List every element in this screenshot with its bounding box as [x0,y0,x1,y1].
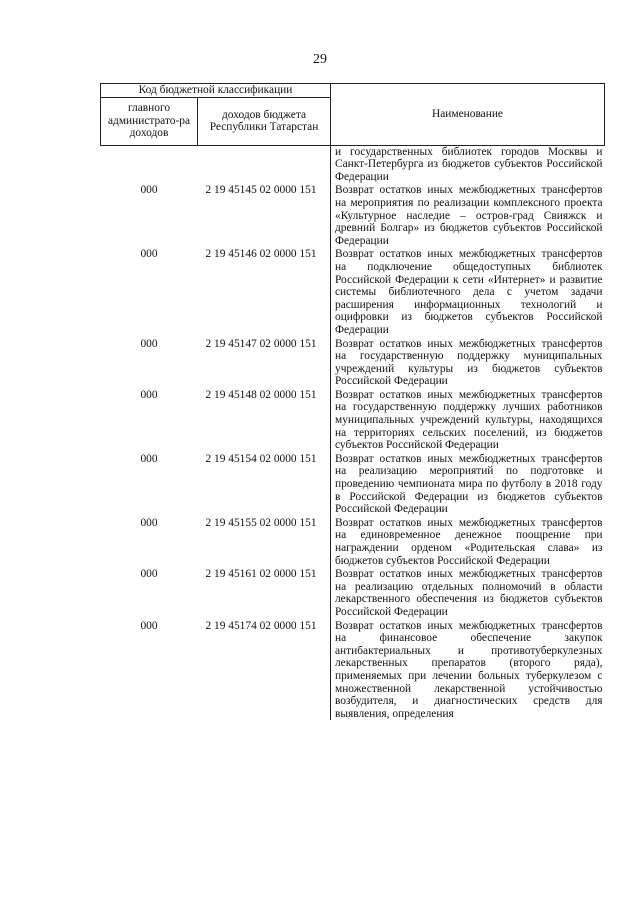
income-code-cell: 2 19 45161 02 0000 151 [205,568,317,581]
admin-code-cell: 000 [140,248,158,261]
header-income-label: доходов бюджета Республики Татарстан [198,97,331,145]
table-row [101,452,605,516]
budget-classification-table [100,83,605,720]
admin-code-cell: 000 [140,568,158,581]
income-code-cell: 2 19 45154 02 0000 151 [205,452,317,465]
name-cell: Возврат остатков иных межбюджетных трансфертов на государственную поддержку муниципальных учреждений культуры из бюджетов субъектов Российской Федерации [331,337,605,388]
income-code-cell: 2 19 45147 02 0000 151 [205,337,317,350]
table-row [101,567,605,618]
table-row [101,337,605,388]
continuation-name-cell: и государственных библиотек городов Москвы и Санкт-Петербурга из бюджетов субъектов Российской Федерации [331,145,605,183]
continuation-admin-cell [101,145,198,183]
table-row [101,247,605,336]
income-code-cell: 2 19 45146 02 0000 151 [205,248,317,261]
admin-code-cell: 000 [140,337,158,350]
table-row [101,183,605,247]
admin-code-cell: 000 [140,619,158,632]
income-code-cell: 2 19 45155 02 0000 151 [205,516,317,529]
name-cell: Возврат остатков иных межбюджетных трансфертов на реализацию отдельных полномочий в области лекарственного обеспечения из бюджетов субъектов Российской Федерации [331,567,605,618]
admin-code-cell: 000 [140,516,158,529]
table-row [101,619,605,721]
continuation-code-cell [198,145,331,183]
name-cell: Возврат остатков иных межбюджетных трансфертов на мероприятия по реализации комплексного проекта «Культурное наследие – остров-град Свияжск и древний Болгар» из бюджетов субъектов Российской Федерации [331,183,605,247]
name-cell: Возврат остатков иных межбюджетных трансфертов на государственную поддержку лучших работников муниципальных учреждений культуры, находящихся на территориях сельских поселений, из бюджетов субъектов Российской Федерации [331,388,605,452]
table-header [101,84,605,146]
admin-code-cell: 000 [140,452,158,465]
income-code-cell: 2 19 45145 02 0000 151 [205,184,317,197]
header-name-label: Наименование [331,84,605,146]
table-row [101,516,605,567]
continuation-row [101,145,605,183]
name-cell: Возврат остатков иных межбюджетных трансфертов на реализацию мероприятий по подготовке и проведению чемпионата мира по футболу в 2018 году в Российской Федерации из бюджетов субъектов Российской Федерации [331,452,605,516]
admin-code-cell: 000 [140,388,158,401]
name-cell: Возврат остатков иных межбюджетных трансфертов на подключение общедоступных библиотек Российской Федерации к сети «Интернет» и развитие системы библиотечного дела с учетом задачи расширения информационных технологий и оцифровки из бюджетов субъектов Российской Федерации [331,247,605,336]
admin-code-cell: 000 [140,184,158,197]
name-cell: Возврат остатков иных межбюджетных трансфертов на единовременное денежное поощрение при награждении орденом «Родительская слава» из бюджетов субъектов Российской Федерации [331,516,605,567]
header-group-label: Код бюджетной классификации [101,84,331,98]
table-body [101,145,605,720]
income-code-cell: 2 19 45174 02 0000 151 [205,619,317,632]
header-admin-label: главного администрато-ра доходов [101,97,198,145]
name-cell: Возврат остатков иных межбюджетных трансфертов на финансовое обеспечение закупок антибактериальных и противотуберкулезных лекарственных препаратов (второго ряда), применяемых при лечении больных туберкулезом с множественной лекарственной устойчивостью возбудителя, и диагностических средств для выявления, определения [331,619,605,721]
table-row [101,388,605,452]
page-number: 29 [313,52,327,67]
income-code-cell: 2 19 45148 02 0000 151 [205,388,317,401]
